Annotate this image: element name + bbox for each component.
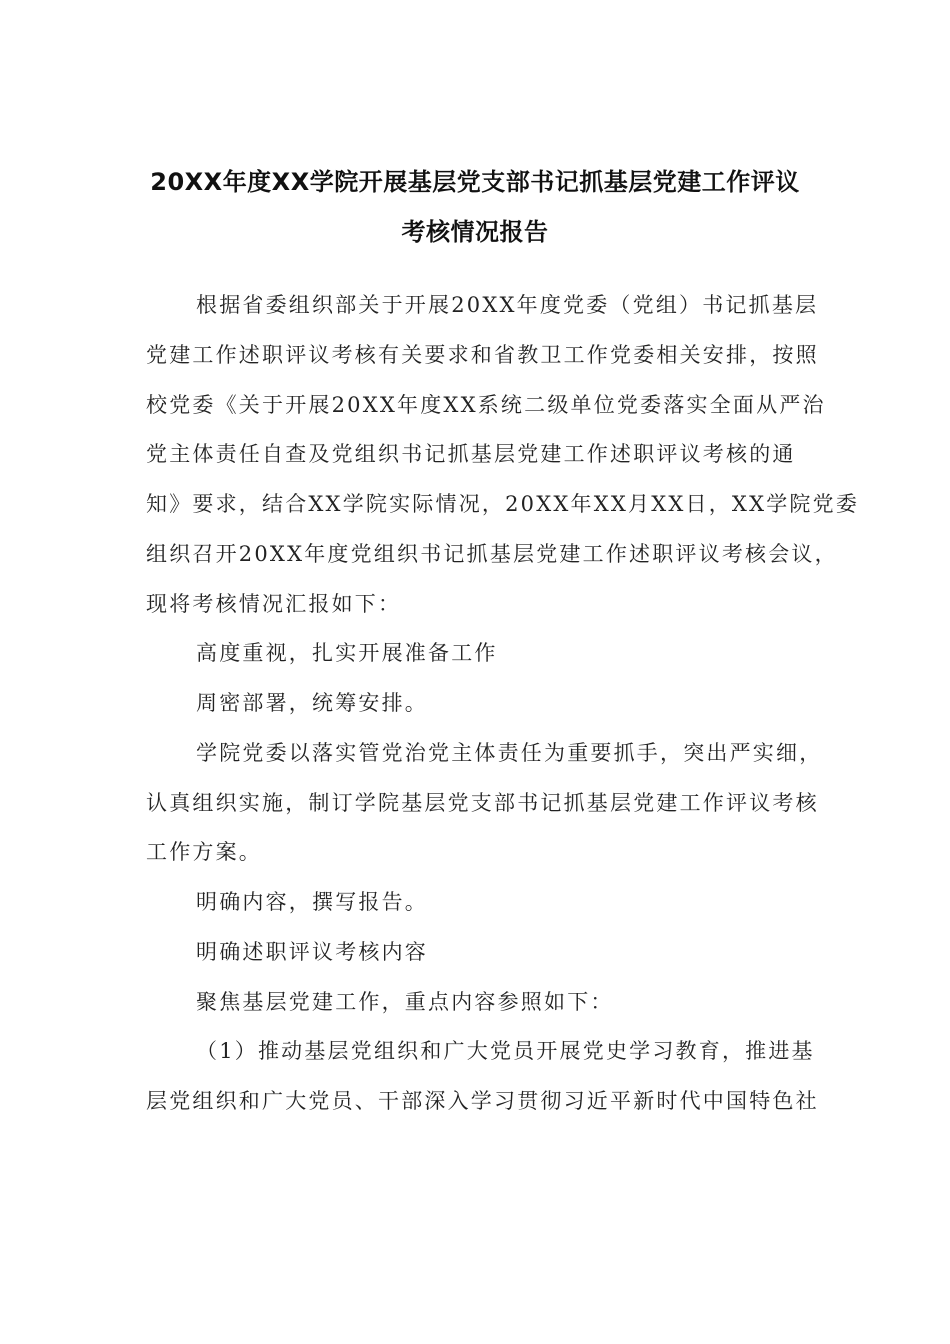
body-line-4: 党主体责任自查及党组织书记抓基层党建工作述职评议考核的通 bbox=[146, 442, 796, 466]
list-item-1-line-1: （1）推动基层党组织和广大党员开展党史学习教育，推进基 bbox=[196, 1039, 815, 1063]
subsection-heading-1: 周密部署，统筹安排。 bbox=[196, 691, 428, 715]
body-line-7: 现将考核情况汇报如下： bbox=[146, 592, 402, 616]
document-title-line-2: 考核情况报告 bbox=[401, 218, 549, 246]
body-line-3: 校党委《关于开展20XX年度XX系统二级单位党委落实全面从严治 bbox=[146, 393, 826, 417]
document-title-line-1: 20XX年度XX学院开展基层党支部书记抓基层党建工作评议 bbox=[150, 168, 800, 196]
body-line-5: 知》要求，结合XX学院实际情况，20XX年XX月XX日，XX学院党委 bbox=[146, 492, 860, 516]
body-line-11: 聚焦基层党建工作，重点内容参照如下： bbox=[196, 990, 614, 1014]
subsection-heading-2: 明确内容，撰写报告。 bbox=[196, 890, 428, 914]
body-line-1: 根据省委组织部关于开展20XX年度党委（党组）书记抓基层 bbox=[196, 293, 819, 317]
section-heading-1: 高度重视，扎实开展准备工作 bbox=[196, 641, 498, 665]
body-line-10: 工作方案。 bbox=[146, 840, 262, 864]
subsection-heading-3: 明确述职评议考核内容 bbox=[196, 940, 428, 964]
body-line-2: 党建工作述职评议考核有关要求和省教卫工作党委相关安排，按照 bbox=[146, 343, 819, 367]
body-line-6: 组织召开20XX年度党组织书记抓基层党建工作述职评议考核会议， bbox=[146, 542, 838, 566]
body-line-9: 认真组织实施，制订学院基层党支部书记抓基层党建工作评议考核 bbox=[146, 791, 819, 815]
body-line-8: 学院党委以落实管党治党主体责任为重要抓手，突出严实细， bbox=[196, 741, 823, 765]
list-item-1-line-2: 层党组织和广大党员、干部深入学习贯彻习近平新时代中国特色社 bbox=[146, 1089, 819, 1113]
